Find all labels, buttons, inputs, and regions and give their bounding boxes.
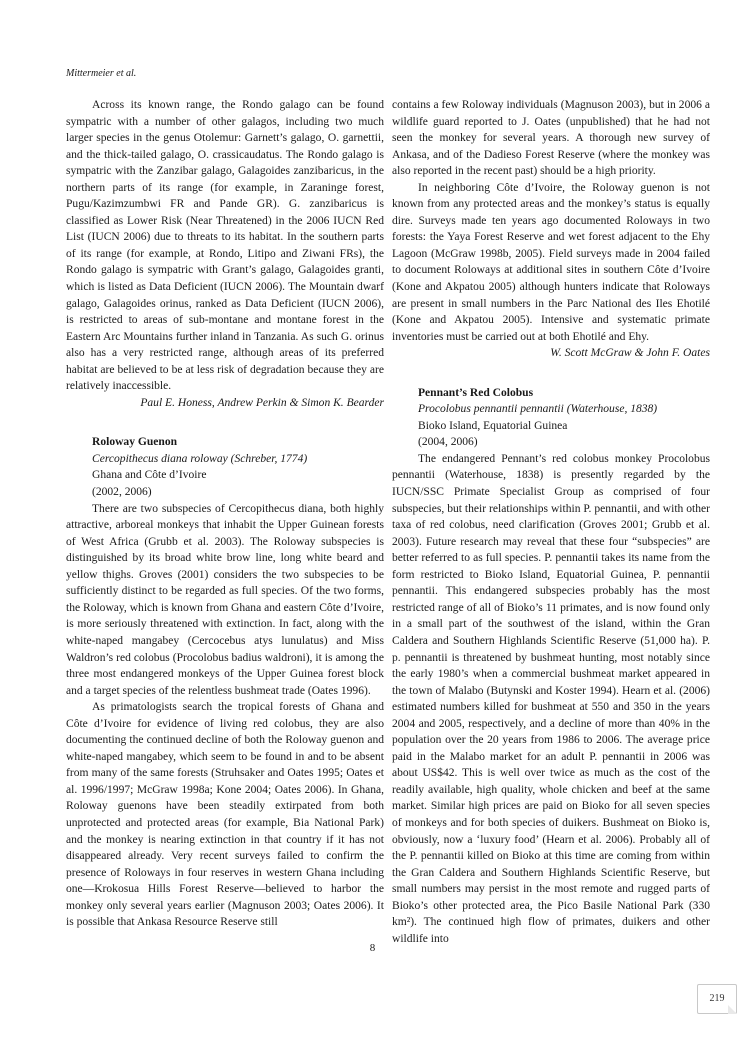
section-gap [66,411,384,434]
galago-authors: Paul E. Honess, Andrew Perkin & Simon K. Bearder [140,396,384,409]
roloway-paragraph-2: As primatologists search the tropical forests of Ghana and Côte d’Ivoire for evidence of living red colobus, they are also documenting the continued decline of both the Roloway guenon and white-naped mangabey, which seem to be found in and to be absent from many of the same forests (Struhsaker and Oates 1995; Oates et al. 1996/1997; McGraw 1998a; Kone 2004; Oates 2006). In Ghana, Roloway guenons have been steadily extirpated from both unprotected and protected areas (for example, Bia National Park) and the monkey is nearing extinction in that country if it has not disappeared already. Very recent surveys failed to confirm the presence of Roloways in four reserves in western Ghana including one—Krokosua Hills Forest Reserve—believed to harbor the monkey only several years earlier (Magnuson 2003; Oates 2006). It is possible that Ankasa Resource Reserve still [66,701,384,929]
roloway-paragraph-3: In neighboring Côte d’Ivoire, the Roloway guenon is not known from any protected areas and the monkey’s status is equally dire. Surveys made ten years ago documented Roloways in two forests: the Yaya Forest Reserve and wet forest adjacent to the Ehy Lagoon (McGraw 1998b, 2005). Field surveys made in 2004 failed to document Roloways at additional sites in southern Côte d’Ivoire (Kone and Akpatou 2005) although hunters indicate that Roloways are present in small numbers in the Parc National des Iles Ehotilé (Kone and Akpatou 2005). Intensive and systematic primate inventories must be carried out at both Ehotilé and Ehy. [392,181,710,343]
colobus-heading: Pennant’s Red Colobus [418,386,534,399]
roloway-continuation: contains a few Roloway individuals (Magnuson 2003), but in 2006 a wildlife guard reported to J. Oates (unpublished) that he had not seen the monkey for several years. A thorough new survey of Ankasa, and of the Dadieso Forest Reserve (where the monkey was also reported in the recent past) should be a high priority. [392,99,710,178]
left-column [66,97,384,931]
roloway-paragraph-1: There are two subspecies of Cercopithecus diana, both highly attractive, arboreal monkeys that inhabit the Upper Guinean forests of West Africa (Grubb et al. 2003). The Roloway subspecies is distinguished by its broad white brow line, long white beard and yellow thighs. Groves (2001) considers the two subspecies to be sufficiently distinct to be regarded as full species. Of the two forms, the Roloway, which is known from Ghana and eastern Côte d’Ivoire, is more seriously threatened with extinction. In fact, along with the white-naped mangabey (Cercocebus atys lunulatus) and Miss Waldron’s red colobus (Procolobus badius waldroni), it is among the three most endangered monkeys of the Upper Guinea forest block and a target species of the relentless bushmeat trade (Oates 1996). [66,502,384,697]
section-gap [392,362,710,385]
roloway-taxon: Cercopithecus diana roloway (Schreber, 1774) [92,452,308,465]
page-tag: 219 [697,984,737,1014]
colobus-paragraph-1: The endangered Pennant’s red colobus monkey Procolobus pennantii (Waterhouse, 1838) is presently regarded by the IUCN/SSC Primate Specialist Group as comprised of four subspecies, but their relationships within P. pennantii, and with other taxa of red colobus, need clarification (Groves 2001; Grubb et al. 2003). Future research may reveal that these four “subspecies” are better referred to as full species. P. pennantii takes its name from the form restricted to Bioko Island, Equatorial Guinea, P. pennantii pennantii. This endangered subspecies probably has the most restricted range of all of Bioko’s 11 primates, and is now found only in a small part of the southwest of the island, within the Gran Caldera and Southern Highlands Scientific Reserve (51,000 ha). P. p. pennantii is threatened by bushmeat hunting, most notably since the early 1980’s when a commercial bushmeat market appeared in the town of Malabo (Butynski and Koster 1994). Hearn et al. (2006) estimated numbers killed for bushmeat at 550 and 350 in the years 2004 and 2005, respectively, and a decline of more than 40% in the population over the 20 years from 1986 to 2006. The average price paid in the Malabo market for an adult P. pennantii in 2006 was about US$42. This is well over twice as much as the cost of the readily available, high quality, whole chicken and beef at the same market. Similar high prices are paid on Bioko for all seven species of monkeys and for both species of duikers. Bushmeat on Bioko is, obviously, now a ‘luxury food’ (Hearn et al. 2006). Probably all of the P. pennantii killed on Bioko at this time are coming from within the Gran Caldera and Southern Highlands Scientific Reserve, but small numbers may persist in the most remote and rugged parts of Bioko’s other protected area, the Pico Basile National Park (330 km²). The continued high flow of primates, duikers and other wildlife into [392,452,710,945]
roloway-heading: Roloway Guenon [92,436,178,449]
colobus-range: Bioko Island, Equatorial Guinea [418,419,568,432]
galago-paragraph: Across its known range, the Rondo galago can be found sympatric with a number of other galagos, including two much larger species in the genus Otolemur: Garnett’s galago, O. garnettii, and the thick-tailed galago, O. crassicaudatus. The Rondo galago is sympatric with the Zanzibar galago, Galagoides zanzibaricus, in the northern parts of its range (for example, in Zaraninge forest, Pugu/Kazimzumbwi FR and Pande GR). G. zanzibaricus is classified as Lower Risk (Near Threatened) in the 2006 IUCN Red List (IUCN 2006) due to threats to its habitat. In the southern parts of its range (for example, at Rondo, Litipo and Ziwani FRs), the Rondo galago is sympatric with Grant’s galago, Galagoides granti, which is listed as Data Deficient (IUCN 2006). The Mountain dwarf galago, Galagoides orinus, ranked as Data Deficient (IUCN 2006), is restricted to areas of sub-montane and montane forest in the Eastern Arc Mountains further inland in Tanzania. As such G. orinus also has a very restricted range, although areas of its preferred habitat are believed to be at less risk of degradation because they are relatively inaccessible. [66,99,384,393]
colobus-taxon: Procolobus pennantii pennantii (Waterhouse, 1838) [418,403,658,416]
running-head: Mittermeier et al. [66,68,137,79]
roloway-authors: W. Scott McGraw & John F. Oates [550,347,710,360]
roloway-range: Ghana and Côte d’Ivoire [92,469,207,482]
colobus-years: (2004, 2006) [418,436,478,449]
page-number: 8 [369,942,376,954]
roloway-years: (2002, 2006) [92,486,152,499]
right-column [392,97,710,947]
